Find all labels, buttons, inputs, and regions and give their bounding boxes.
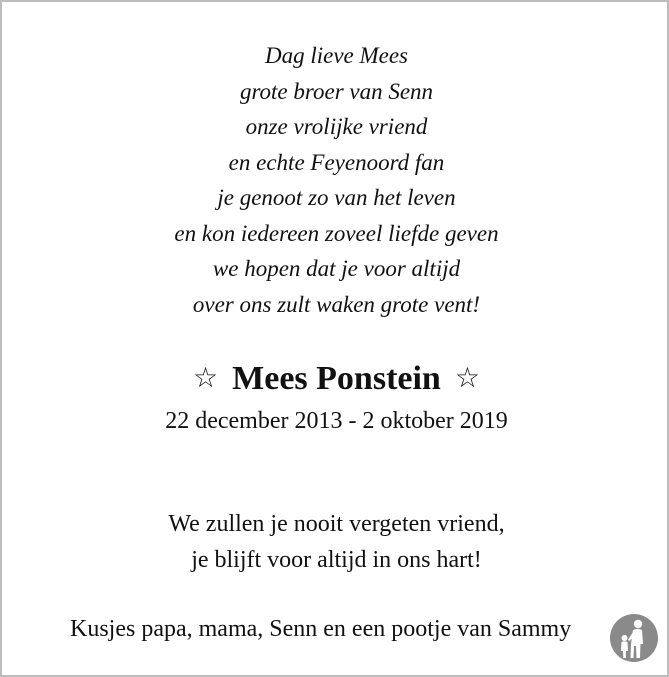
mourning-figure-icon xyxy=(609,613,659,663)
life-dates: 22 december 2013 - 2 oktober 2019 xyxy=(165,408,508,434)
poem-line: en kon iedereen zoveel liefde geven xyxy=(174,220,499,246)
poem-line: grote broer van Senn xyxy=(239,78,434,104)
message-line: je blijft voor altijd in ons hart! xyxy=(191,547,482,573)
message-line: We zullen je nooit vergeten vriend, xyxy=(168,511,505,537)
message xyxy=(2,506,669,578)
poem-line: over ons zult waken grote vent! xyxy=(192,291,481,317)
poem-line: we hopen dat je voor altijd xyxy=(212,256,461,281)
deceased-name: Mees Ponstein xyxy=(232,360,441,397)
deceased-name-row xyxy=(2,356,669,401)
poem-line: je genoot zo van het leven xyxy=(217,185,456,210)
poem-line: Dag lieve Mees xyxy=(264,43,409,68)
poem-line: en echte Feyenoord fan xyxy=(228,149,445,175)
poem-line: onze vrolijke vriend xyxy=(245,114,428,139)
poem xyxy=(2,38,669,322)
star-icon: ☆ xyxy=(454,361,480,394)
signoff: Kusjes papa, mama, Senn en een pootje van Sammy xyxy=(70,616,572,642)
star-icon: ☆ xyxy=(193,361,219,394)
